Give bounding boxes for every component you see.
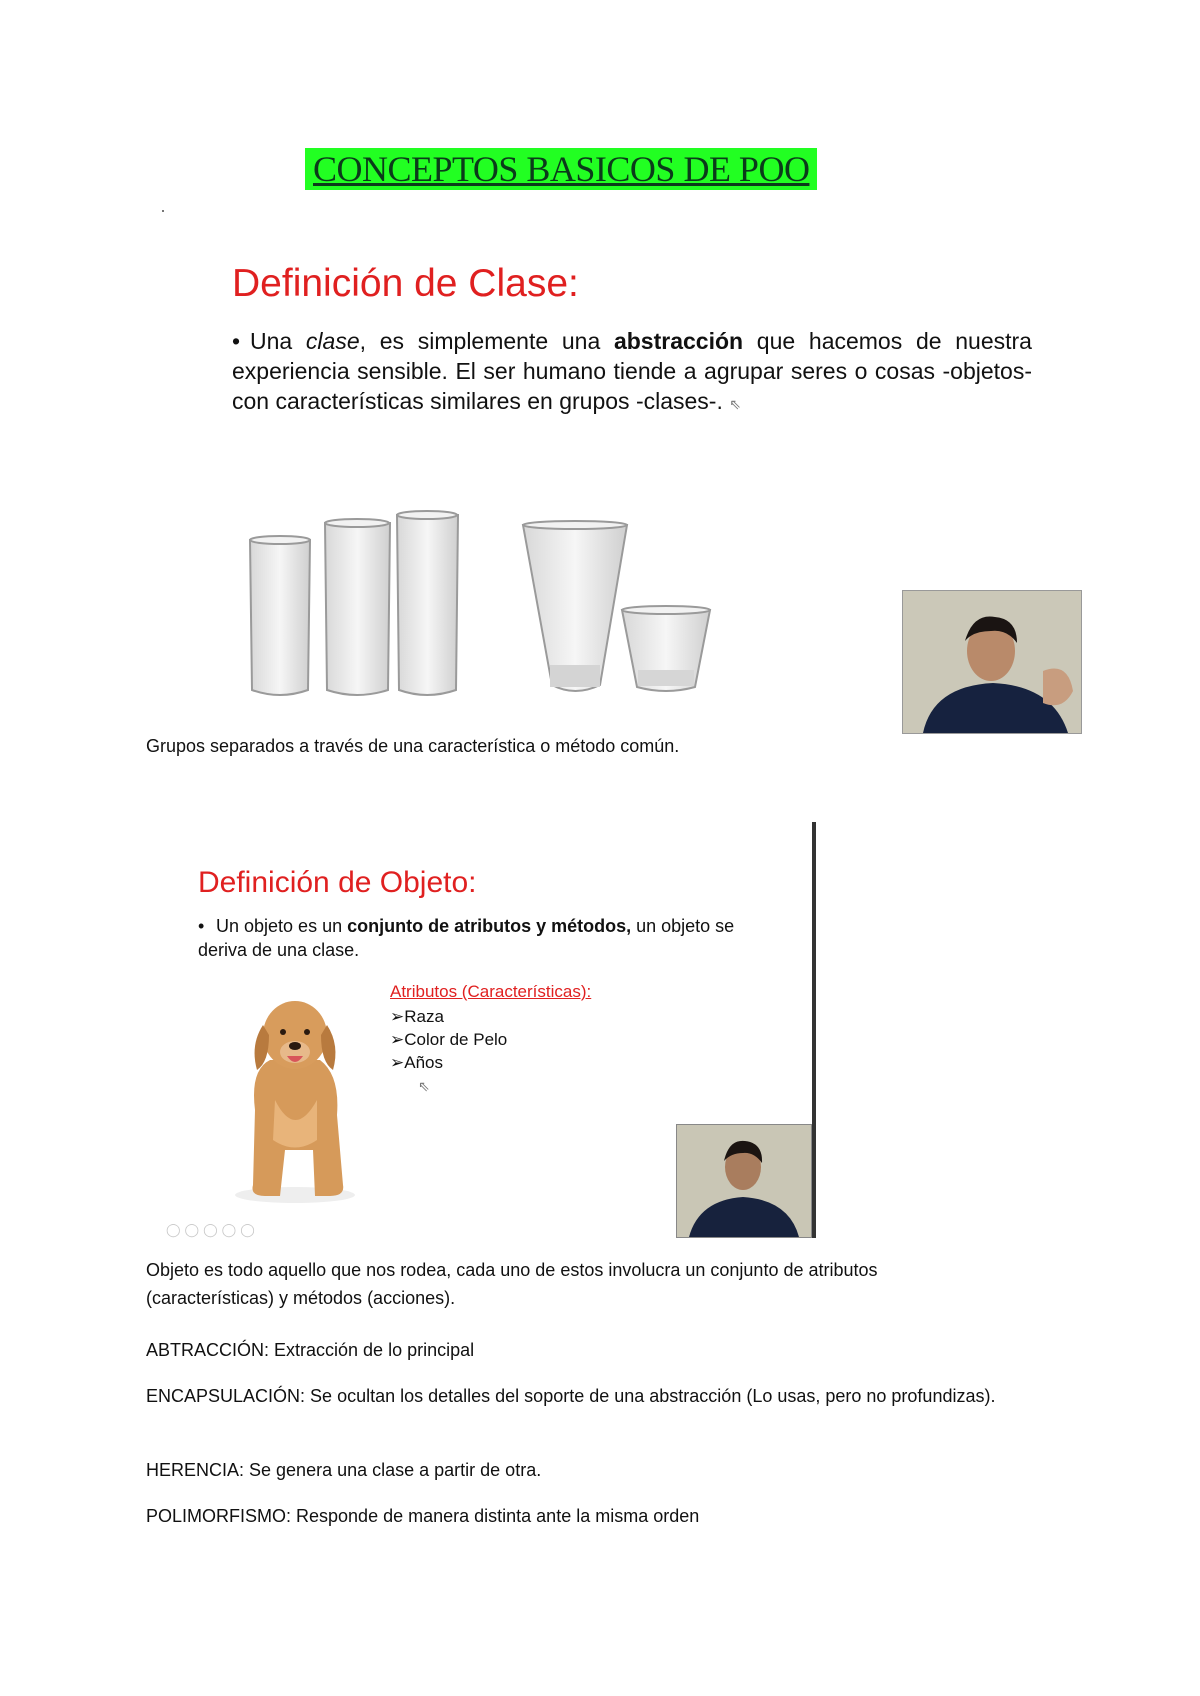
person-webcam-icon bbox=[903, 591, 1081, 733]
dog-icon bbox=[225, 990, 365, 1205]
slide-controls: ◯◯◯◯◯ bbox=[166, 1222, 259, 1237]
person-webcam-icon bbox=[677, 1125, 811, 1237]
bullet: • bbox=[198, 916, 205, 936]
polimorfismo-text: Responde de manera distinta ante la misma orden bbox=[291, 1506, 700, 1526]
herencia-text: Se genera una clase a partir de otra. bbox=[244, 1460, 542, 1480]
slide1-body-post: que hacemos de nuestra experiencia sensible. El ser humano tiende a agrupar seres o cosas -objetos- con características similares en grupos -clases-. bbox=[232, 328, 1032, 414]
slide1-body bbox=[232, 326, 1032, 419]
abstraccion-text: Extracción de lo principal bbox=[269, 1340, 475, 1360]
slide1-body-pre: Una bbox=[250, 328, 306, 354]
polimorfismo-label: POLIMORFISMO: bbox=[146, 1506, 292, 1526]
slide2-right-border bbox=[812, 822, 816, 1238]
glass-icon bbox=[523, 521, 627, 691]
paragraph-encapsulacion bbox=[146, 1382, 1006, 1410]
slide1-title: Definición de Clase: bbox=[232, 262, 579, 305]
slide1-body-mid: , es simplemente una bbox=[359, 328, 614, 354]
slide2-title: Definición de Objeto: bbox=[198, 866, 477, 899]
herencia-label: HERENCIA: bbox=[146, 1460, 245, 1480]
pointer-cursor-icon: ⇖ bbox=[418, 1078, 430, 1094]
slide2-body-post: un objeto se deriva de una clase. bbox=[198, 916, 735, 960]
document-title: CONCEPTOS BASICOS DE POO bbox=[305, 148, 817, 190]
webcam-thumbnail bbox=[902, 590, 1082, 734]
paragraph-abstraccion bbox=[146, 1336, 1006, 1364]
glass-icon bbox=[250, 536, 310, 695]
slide1-body-italic: clase bbox=[305, 328, 360, 354]
caption-grupos: Grupos separados a través de una característica o método común. bbox=[146, 736, 680, 756]
attribute-item: ➢Color de Pelo bbox=[390, 1030, 508, 1049]
glass-icon bbox=[622, 606, 710, 691]
bullet: • bbox=[232, 328, 241, 354]
slide2-body-pre: Un objeto es un bbox=[216, 916, 348, 936]
webcam-thumbnail bbox=[676, 1124, 812, 1238]
pointer-cursor-icon: ⇖ bbox=[729, 396, 741, 412]
abstraccion-label: ABTRACCIÓN: bbox=[146, 1340, 270, 1360]
attributes-list bbox=[390, 1005, 507, 1098]
encapsulacion-label: ENCAPSULACIÓN: bbox=[146, 1386, 306, 1406]
paragraph-polimorfismo bbox=[146, 1502, 1006, 1530]
glasses-image bbox=[240, 505, 750, 705]
slide1-body-bold: abstracción bbox=[613, 328, 744, 354]
attribute-item: ➢Raza bbox=[390, 1007, 444, 1026]
attributes-title: Atributos (Características): bbox=[390, 982, 592, 1001]
paragraph-herencia bbox=[146, 1456, 1006, 1484]
paragraph-objeto: Objeto es todo aquello que nos rodea, cada uno de estos involucra un conjunto de atributos (características) y métodos (acciones). bbox=[146, 1260, 878, 1308]
encapsulacion-text: Se ocultan los detalles del soporte de una abstracción (Lo usas, pero no profundizas). bbox=[305, 1386, 996, 1406]
glass-icon bbox=[397, 511, 458, 695]
glass-icon bbox=[325, 519, 390, 695]
slide2-body-bold: conjunto de atributos y métodos, bbox=[347, 916, 632, 936]
attribute-item: ➢Años bbox=[390, 1053, 443, 1072]
slide2-body bbox=[198, 914, 778, 962]
stray-dot bbox=[162, 210, 164, 212]
